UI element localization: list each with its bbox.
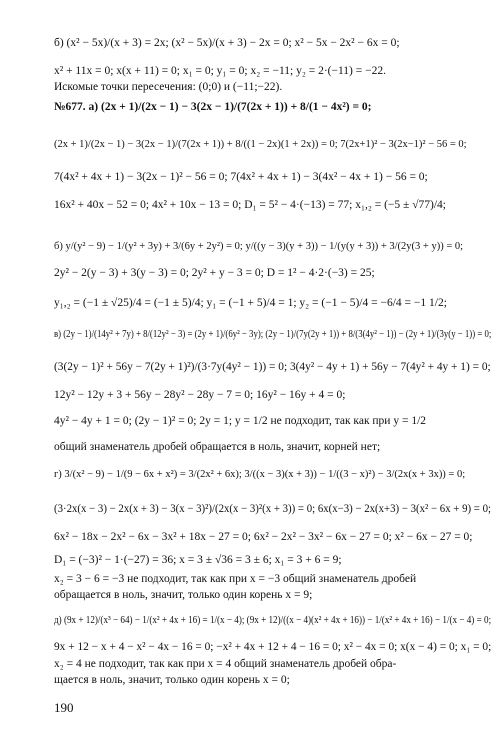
- text-line: (2x + 1)/(2x − 1) − 3(2x − 1)/(7(2x + 1)) + 8/((1 − 2x)(1 + 2x)) = 0; 7(2x+1)² − 3(2x−1)² − 56 = 0;: [54, 139, 467, 150]
- text-line: 4y² − 4y + 1 = 0; (2y − 1)² = 0; 2y = 1; y = 1/2 не подходит, так как при y = 1/2: [54, 415, 427, 427]
- text-line: 12y² − 12y + 3 + 56y − 28y² − 28y − 7 = 0; 16y² − 16y + 4 = 0;: [54, 389, 346, 401]
- text-line: y₁,₂ = (−1 ± √25)/4 = (−1 ± 5)/4; y₁ = (−1 + 5)/4 = 1; y₂ = (−1 − 5)/4 = −6/4 = −1 1/2;: [54, 297, 447, 309]
- text-line: обращается в ноль, значит, только один корень x = 9;: [54, 589, 313, 601]
- text-line: г) 3/(x² − 9) − 1/(9 − 6x + x²) = 3/(2x² + 6x); 3/((x − 3)(x + 3)) − 1/((3 − x)²) − 3/(2x(x + 3x)) = 0;: [54, 469, 466, 480]
- text-line: 16x² + 40x − 52 = 0; 4x² + 10x − 13 = 0; D₁ = 5² − 4·(−13) = 77; x₁,₂ = (−5 ± √77)/4;: [54, 199, 446, 211]
- text-line: 6x² − 18x − 2x² − 6x − 3x² + 18x − 27 = 0; 6x² − 2x² − 3x² − 6x − 27 = 0; x² − 6x − 27 = 0;: [54, 531, 473, 543]
- page-number: 190: [54, 700, 74, 715]
- text-line: б) (x² − 5x)/(x + 3) = 2x; (x² − 5x)/(x + 3) − 2x = 0; x² − 5x − 2x² − 6x = 0;: [54, 37, 400, 49]
- text-line: x² + 11x = 0; x(x + 11) = 0; x₁ = 0; y₁ = 0; x₂ = −11; y₂ = 2·(−11) = −22.: [54, 65, 386, 77]
- text-line: в) (2y − 1)/(14y² + 7y) + 8/(12y² − 3) = (2y + 1)/(6y² − 3y); (2y − 1)/(7y(2y + 1)) + 8/(3(4y² − 1)) − (2y + 1)/(3y(y − 1)) = 0;: [54, 329, 492, 340]
- text-line: б) y/(y² − 9) − 1/(y² + 3y) + 3/(6y + 2y²) = 0; y/((y − 3)(y + 3)) − 1/(y(y + 3)) + 3/(2y(3 + y)) = 0;: [54, 241, 464, 252]
- text-line: общий знаменатель дробей обращается в ноль, значит, корней нет;: [54, 441, 381, 453]
- text-line: x₂ = 4 не подходит, так как при x = 4 общий знаменатель дробей обра-: [54, 658, 397, 670]
- text-line: D₁ = (−3)² − 1·(−27) = 36; x = 3 ± √36 = 3 ± 6; x₁ = 3 + 6 = 9;: [54, 554, 342, 566]
- text-line: Искомые точки пересечения: (0;0) и (−11;−22).: [54, 81, 283, 93]
- text-line: №677. а) (2x + 1)/(2x − 1) − 3(2x − 1)/(7(2x + 1)) + 8/(1 − 4x²) = 0;: [54, 101, 372, 113]
- text-line: 7(4x² + 4x + 1) − 3(2x − 1)² − 56 = 0; 7(4x² + 4x + 1) − 3(4x² − 4x + 1) − 56 = 0;: [54, 171, 428, 183]
- text-line: x₂ = 3 − 6 = −3 не подходит, так как при x = −3 общий знаменатель дробей: [54, 573, 417, 585]
- text-line: (3(2y − 1)² + 56y − 7(2y + 1)²)/(3·7y(4y² − 1)) = 0; 3(4y² − 4y + 1) + 56y − 7(4y² + 4y + 1) = 0;: [54, 361, 491, 373]
- text-line: (3·2x(x − 3) − 2x(x + 3) − 3(x − 3)²)/(2x(x − 3)²(x + 3)) = 0; 6x(x−3) − 2x(x+3) − 3(x² − 6x + 9) = 0;: [54, 503, 492, 515]
- text-line: д) (9x + 12)/(x³ − 64) − 1/(x² + 4x + 16) = 1/(x − 4); (9x + 12)/((x − 4)(x² + 4x + 16)) − 1/(x² + 4x + 16) − 1/(x − 4) = 0;: [54, 615, 492, 626]
- text-line: 2y² − 2(y − 3) + 3(y − 3) = 0; 2y² + y − 3 = 0; D = 1² − 4·2·(−3) = 25;: [54, 267, 375, 279]
- text-line: 9x + 12 − x + 4 − x² − 4x − 16 = 0; −x² + 4x + 12 + 4 − 16 = 0; x² − 4x = 0; x(x − 4) = 0; x₁ = 0;: [54, 641, 492, 653]
- text-line: щается в ноль, значит, только один корень x = 0;: [54, 674, 290, 686]
